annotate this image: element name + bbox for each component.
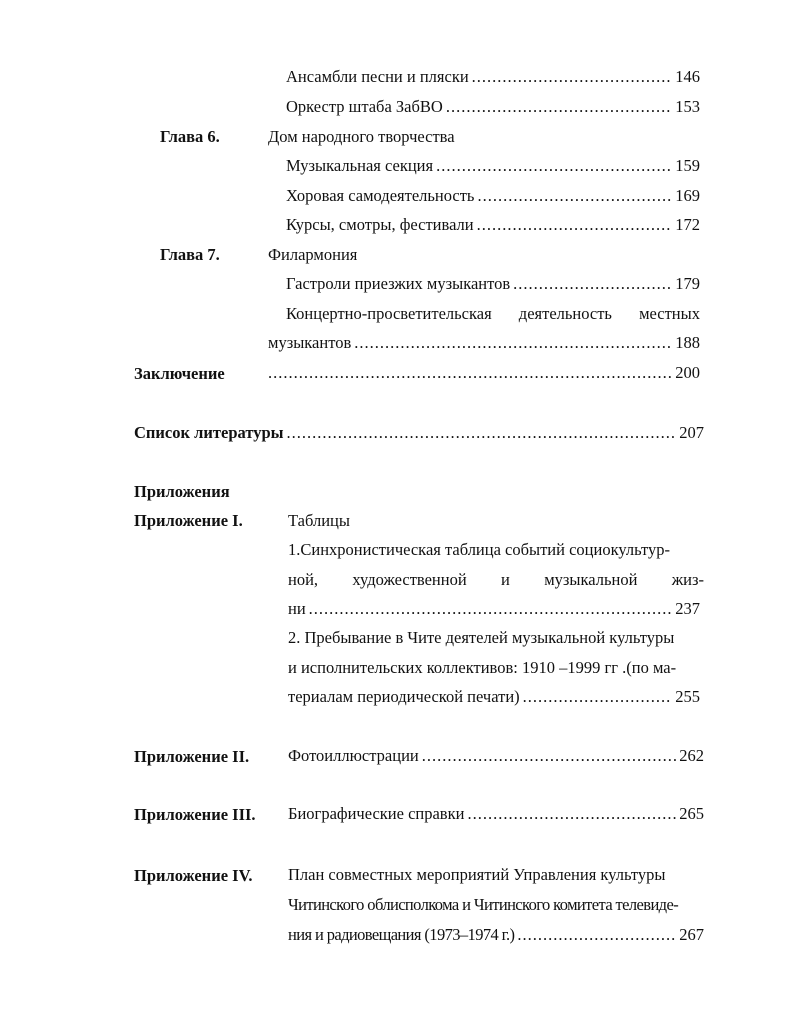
- toc-entry-title: Оркестр штаба ЗабВО: [286, 97, 443, 116]
- appendix-1-item2-line2: и исполнительских коллективов: 1910 –1999 гг .(по ма-: [288, 658, 677, 677]
- concert-word: Концертно-просветительская: [286, 304, 492, 323]
- toc-entry-title: Ансамбли песни и пляски: [286, 67, 469, 86]
- toc-entry-page: 146: [675, 67, 700, 86]
- item-word: и: [501, 570, 510, 589]
- dot-leader: [422, 746, 677, 766]
- appendix-1-title: Таблицы: [288, 511, 350, 530]
- toc-entry-bibliography: [134, 423, 704, 443]
- dot-leader: [477, 186, 672, 206]
- toc-entry-page: 262: [679, 746, 704, 765]
- dot-leader: [287, 423, 677, 443]
- toc-entry-page: 265: [679, 804, 704, 823]
- chapter-6-title: Дом народного творчества: [268, 127, 455, 146]
- toc-entry-concert-line2: [268, 333, 700, 353]
- toc-entry-orchestra: [286, 97, 700, 117]
- dot-leader: [517, 925, 676, 945]
- toc-entry-appendix-2: [288, 746, 704, 766]
- appendix-4-line3: [288, 925, 704, 945]
- appendix-4-line2: Читинского облисполкома и Читинского комитета телевиде-: [288, 895, 679, 914]
- toc-entry-courses: [286, 215, 700, 235]
- appendix-1-item1-line3: [288, 599, 700, 619]
- toc-entry-title: ни: [288, 599, 306, 618]
- toc-entry-title: Музыкальная секция: [286, 156, 434, 175]
- toc-entry-title: Фотоиллюстрации: [288, 746, 419, 765]
- appendix-1-item1-line2: [288, 570, 704, 590]
- toc-entry-title: териалам периодической печати): [288, 687, 520, 706]
- toc-entry-title: Биографические справки: [288, 804, 465, 823]
- toc-entry-title: ния и радиовещания (1973–1974 г.): [288, 925, 515, 944]
- toc-entry-title: Гастроли приезжих музыкантов: [286, 274, 511, 293]
- appendix-1-item1-line1: 1.Синхронистическая таблица событий социокультур-: [288, 540, 670, 559]
- toc-entry-page: 207: [679, 423, 704, 442]
- toc-entry-page: 200: [675, 363, 700, 382]
- item-word: ной,: [288, 570, 319, 589]
- item-word: музыкальной: [544, 570, 638, 589]
- appendix-1-item2-line1: 2. Пребывание в Чите деятелей музыкальной культуры: [288, 628, 675, 647]
- item-word: художественной: [352, 570, 467, 589]
- chapter-7-title: Филармония: [268, 245, 358, 264]
- appendix-2-label: Приложение II.: [134, 747, 250, 766]
- concert-word: местных: [639, 304, 700, 323]
- bibliography-label: Список литературы: [134, 423, 284, 442]
- toc-entry-page: 237: [675, 599, 700, 618]
- toc-entry-page: 153: [675, 97, 700, 116]
- toc-entry-appendix-3: [288, 804, 704, 824]
- appendix-1-item2-line3: [288, 687, 700, 707]
- dot-leader: [436, 156, 672, 176]
- toc-entry-title: Хоровая самодеятельность: [286, 186, 475, 205]
- dot-leader: [477, 215, 673, 235]
- toc-entry-page: 255: [675, 687, 700, 706]
- dot-leader: [513, 274, 672, 294]
- chapter-6-label: Глава 6.: [160, 127, 220, 146]
- dot-leader: [354, 333, 672, 353]
- dot-leader: [467, 804, 676, 824]
- dot-leader: [472, 67, 673, 87]
- toc-entry-ensembles: [286, 67, 700, 87]
- appendix-3-label: Приложение III.: [134, 805, 256, 824]
- toc-entry-title: Курсы, смотры, фестивали: [286, 215, 474, 234]
- toc-entry-choral: [286, 186, 700, 206]
- toc-entry-page: 188: [675, 333, 700, 352]
- toc-entry-conclusion: [268, 363, 700, 383]
- toc-entry-music-section: [286, 156, 700, 176]
- dot-leader: [309, 599, 673, 619]
- toc-entry-page: 169: [675, 186, 700, 205]
- appendix-4-line1: План совместных мероприятий Управления культуры: [288, 865, 666, 884]
- dot-leader: [523, 687, 673, 707]
- chapter-7-label: Глава 7.: [160, 245, 220, 264]
- toc-entry-tours: [286, 274, 700, 294]
- dot-leader: [446, 97, 672, 117]
- dot-leader: [268, 363, 672, 383]
- toc-entry-page: 179: [675, 274, 700, 293]
- toc-entry-page: 172: [675, 215, 700, 234]
- appendix-1-label: Приложение I.: [134, 511, 243, 530]
- toc-entry-page: 159: [675, 156, 700, 175]
- item-word: жиз-: [671, 570, 704, 589]
- conclusion-label: Заключение: [134, 364, 225, 383]
- toc-entry-concert-line1: [286, 304, 700, 324]
- concert-word: деятельность: [518, 304, 612, 323]
- appendices-heading: Приложения: [134, 482, 230, 501]
- toc-entry-title: музыкантов: [268, 333, 352, 352]
- appendix-4-label: Приложение IV.: [134, 866, 253, 885]
- toc-entry-page: 267: [679, 925, 704, 944]
